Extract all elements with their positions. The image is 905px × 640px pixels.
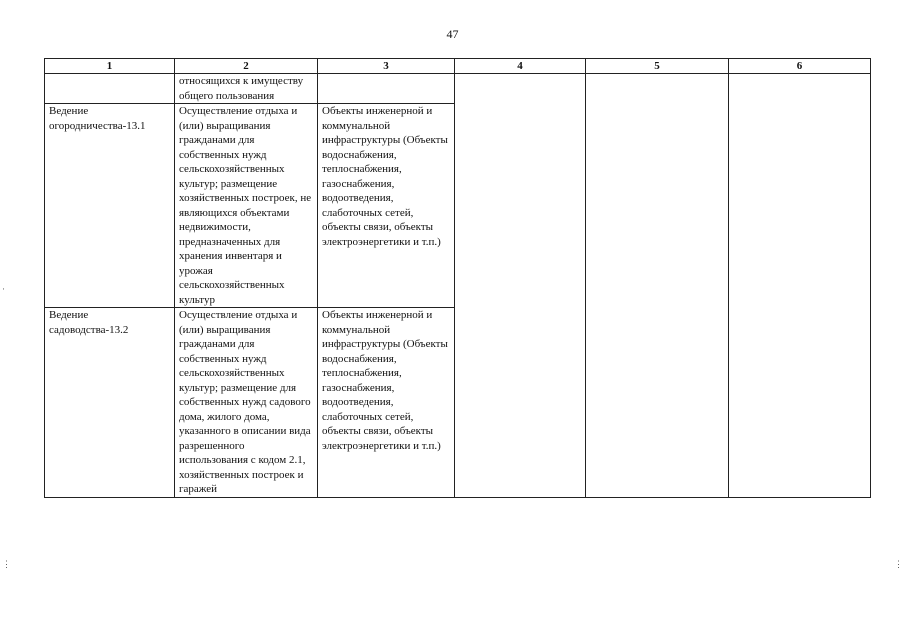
- column-header-1: 1: [45, 59, 175, 74]
- cell-description: Осуществление отдыха и (или) выращивания гражданами для собственных нужд сельскохозяйственных культур; размещение хозяйственных построек, не являющихся объектами недвижимости, предназначенных для хранения инвентаря и урожая сельскохозяйственных культур: [175, 104, 318, 308]
- column-header-3: 3: [318, 59, 455, 74]
- edge-mark-left-bottom: ⋮: [2, 559, 11, 569]
- cell-permitted-objects: [318, 74, 455, 104]
- cell-col-4: [455, 74, 586, 498]
- table-row: [45, 74, 871, 104]
- cell-col-5: [586, 74, 729, 498]
- edge-mark-left: ·: [2, 284, 5, 294]
- document-table: [44, 58, 871, 498]
- edge-mark-right-bottom: ⋮: [894, 559, 903, 569]
- table-header-row: [45, 59, 871, 74]
- column-header-2: 2: [175, 59, 318, 74]
- column-header-4: 4: [455, 59, 586, 74]
- column-header-6: 6: [729, 59, 871, 74]
- cell-description: Осуществление отдыха и (или) выращивания гражданами для собственных нужд сельскохозяйственных культур; размещение для собственных нужд садового дома, жилого дома, указанного в описании вида разрешенного использования с кодом 2.1, хозяйственных построек и гаражей: [175, 308, 318, 498]
- cell-permitted-objects: Объекты инженерной и коммунальной инфраструктуры (Объекты водоснабжения, теплоснабжения, газоснабжения, водоотведения, слаботочных сетей, объекты связи, объекты электроэнергетики и т.п.): [318, 308, 455, 498]
- column-header-5: 5: [586, 59, 729, 74]
- cell-permitted-objects: Объекты инженерной и коммунальной инфраструктуры (Объекты водоснабжения, теплоснабжения, газоснабжения, водоотведения, слаботочных сетей, объекты связи, объекты электроэнергетики и т.п.): [318, 104, 455, 308]
- cell-land-use-type: Ведение садоводства-13.2: [45, 308, 175, 498]
- cell-description: относящихся к имуществу общего пользования: [175, 74, 318, 104]
- cell-col-6: [729, 74, 871, 498]
- page-number: 47: [446, 27, 459, 41]
- cell-land-use-type: [45, 74, 175, 104]
- cell-land-use-type: Ведение огородничества-13.1: [45, 104, 175, 308]
